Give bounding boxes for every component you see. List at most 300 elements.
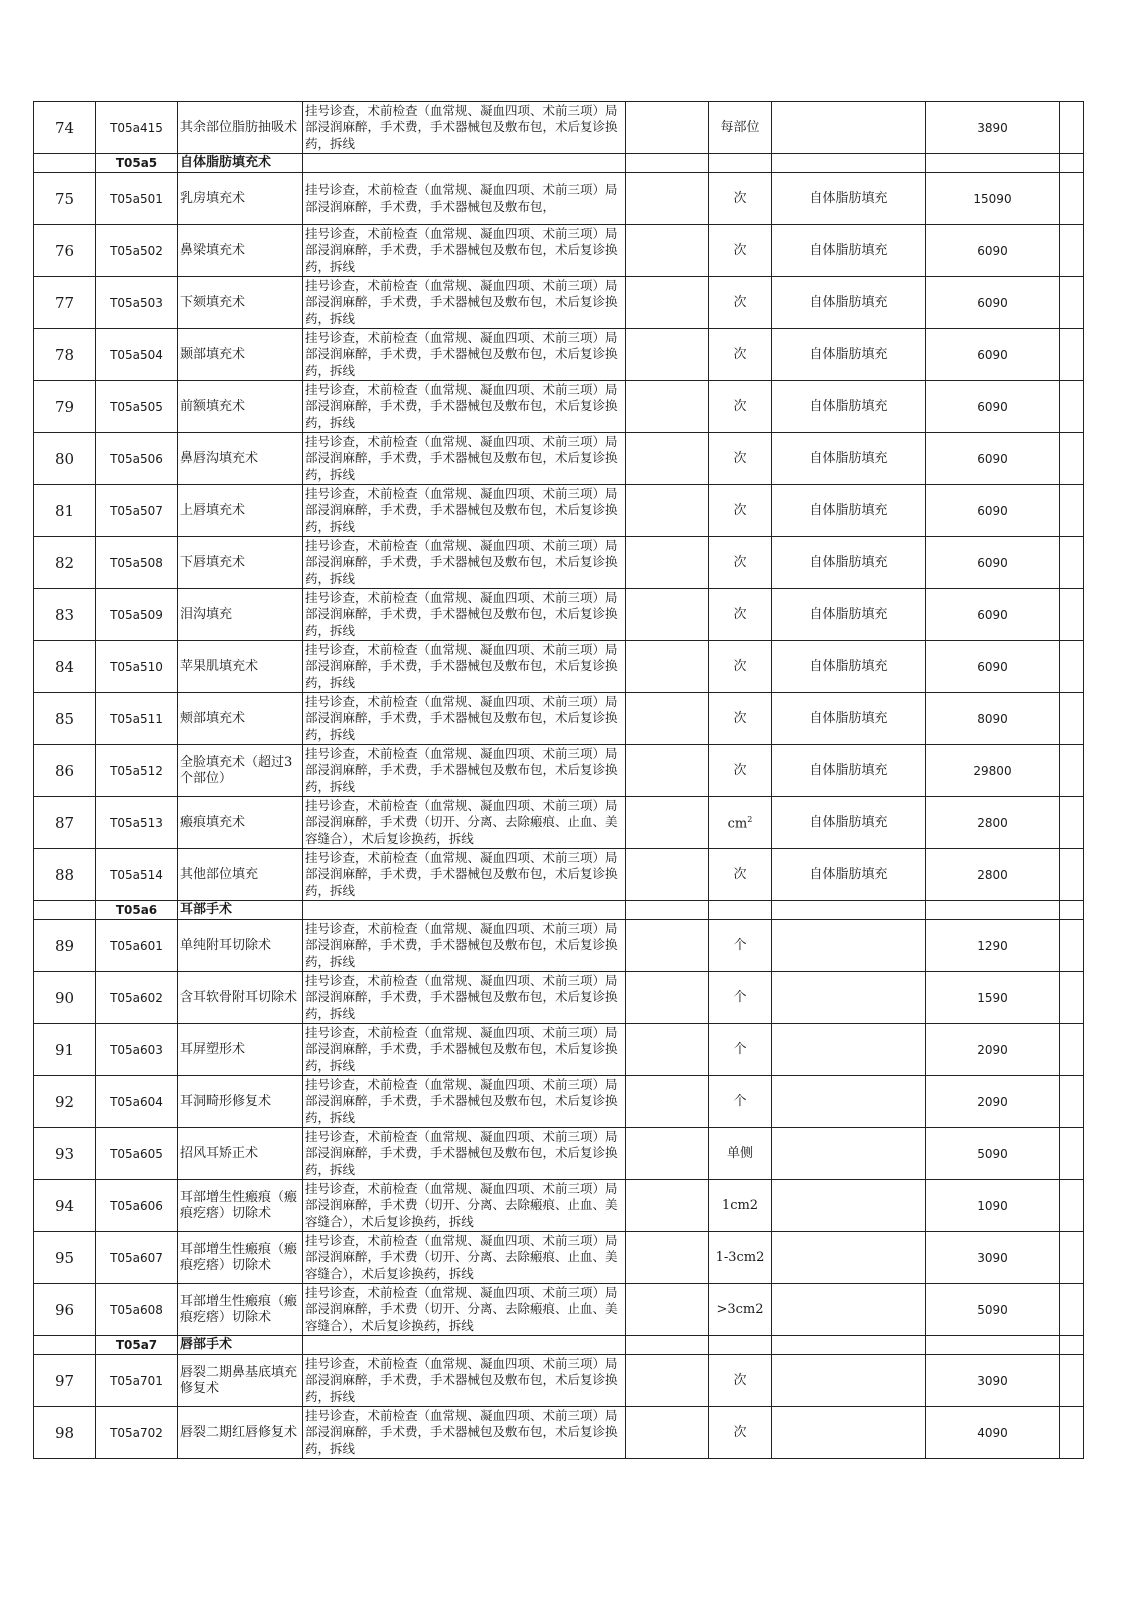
table-row <box>34 1076 1084 1128</box>
item-note: 自体脂肪填充 <box>772 173 926 225</box>
table-row <box>34 1180 1084 1232</box>
item-code: T05a602 <box>96 972 178 1024</box>
row-number: 78 <box>34 329 96 381</box>
item-unit <box>709 1076 772 1128</box>
item-name: 颞部填充术 <box>178 329 303 381</box>
blank-cell <box>1060 1180 1084 1232</box>
item-note: 自体脂肪填充 <box>772 849 926 901</box>
blank-cell <box>626 1024 709 1076</box>
blank-cell <box>1060 277 1084 329</box>
unit-text: 次 <box>733 866 747 882</box>
item-unit <box>709 589 772 641</box>
item-price: 5090 <box>926 1284 1060 1336</box>
item-note: 自体脂肪填充 <box>772 693 926 745</box>
item-unit <box>709 972 772 1024</box>
blank-cell <box>626 1128 709 1180</box>
row-number: 75 <box>34 173 96 225</box>
item-code: T05a511 <box>96 693 178 745</box>
section-content-cell <box>303 154 626 173</box>
item-note: 自体脂肪填充 <box>772 225 926 277</box>
blank-cell <box>1060 1355 1084 1407</box>
table-row <box>34 173 1084 225</box>
item-code: T05a508 <box>96 537 178 589</box>
section-blank-cell <box>926 154 1060 173</box>
row-number: 96 <box>34 1284 96 1336</box>
row-number: 86 <box>34 745 96 797</box>
item-content: 挂号诊查，术前检查（血常规、凝血四项、术前三项）局部浸润麻醉，手术费，手术器械包及敷布包，术后复诊换药，拆线 <box>303 745 626 797</box>
blank-cell <box>626 173 709 225</box>
unit-exponent: 2 <box>747 815 753 825</box>
table-row <box>34 849 1084 901</box>
item-code: T05a501 <box>96 173 178 225</box>
section-blank-cell <box>1060 901 1084 920</box>
unit-text: 单侧 <box>726 1145 753 1161</box>
item-name: 颊部填充术 <box>178 693 303 745</box>
blank-cell <box>626 745 709 797</box>
item-name: 含耳软骨附耳切除术 <box>178 972 303 1024</box>
item-content: 挂号诊查，术前检查（血常规、凝血四项、术前三项）局部浸润麻醉，手术费（切开、分离、去除瘢痕、止血、美容缝合），术后复诊换药，拆线 <box>303 1232 626 1284</box>
section-blank-cell <box>709 1336 772 1355</box>
item-price: 6090 <box>926 277 1060 329</box>
row-number: 84 <box>34 641 96 693</box>
section-number-cell <box>34 1336 96 1355</box>
item-name: 苹果肌填充术 <box>178 641 303 693</box>
item-code: T05a507 <box>96 485 178 537</box>
blank-cell <box>626 1284 709 1336</box>
section-blank-cell <box>709 154 772 173</box>
table-row <box>34 1024 1084 1076</box>
item-name: 上唇填充术 <box>178 485 303 537</box>
item-price: 5090 <box>926 1128 1060 1180</box>
item-code: T05a604 <box>96 1076 178 1128</box>
table-row <box>34 920 1084 972</box>
item-unit <box>709 1024 772 1076</box>
unit-text: 次 <box>733 658 747 674</box>
item-code: T05a514 <box>96 849 178 901</box>
item-content: 挂号诊查，术前检查（血常规、凝血四项、术前三项）局部浸润麻醉，手术费，手术器械包及敷布包，术后复诊换药，拆线 <box>303 381 626 433</box>
item-content: 挂号诊查，术前检查（血常规、凝血四项、术前三项）局部浸润麻醉，手术费，手术器械包及敷布包，术后复诊换药，拆线 <box>303 277 626 329</box>
item-name: 其余部位脂肪抽吸术 <box>178 102 303 154</box>
item-unit <box>709 1232 772 1284</box>
item-unit <box>709 381 772 433</box>
unit-text: 次 <box>733 346 747 362</box>
blank-cell <box>626 102 709 154</box>
item-name: 耳部增生性瘢痕（瘢痕疙瘩）切除术 <box>178 1180 303 1232</box>
unit-text: 次 <box>733 762 747 778</box>
item-price: 4090 <box>926 1407 1060 1459</box>
item-note <box>772 1076 926 1128</box>
item-code: T05a415 <box>96 102 178 154</box>
item-code: T05a504 <box>96 329 178 381</box>
item-name: 前额填充术 <box>178 381 303 433</box>
item-unit <box>709 277 772 329</box>
item-content: 挂号诊查，术前检查（血常规、凝血四项、术前三项）局部浸润麻醉，手术费，手术器械包及敷布包， <box>303 173 626 225</box>
blank-cell <box>626 277 709 329</box>
item-price: 6090 <box>926 485 1060 537</box>
blank-cell <box>1060 797 1084 849</box>
item-price: 3090 <box>926 1355 1060 1407</box>
unit-text: 每部位 <box>720 119 760 135</box>
unit-text: 次 <box>733 398 747 414</box>
row-number: 92 <box>34 1076 96 1128</box>
table-row <box>34 589 1084 641</box>
item-price: 6090 <box>926 433 1060 485</box>
item-code: T05a603 <box>96 1024 178 1076</box>
item-price: 2800 <box>926 849 1060 901</box>
section-row <box>34 901 1084 920</box>
unit-text: 个 <box>733 1093 747 1109</box>
item-content: 挂号诊查，术前检查（血常规、凝血四项、术前三项）局部浸润麻醉，手术费，手术器械包及敷布包，术后复诊换药，拆线 <box>303 485 626 537</box>
row-number: 90 <box>34 972 96 1024</box>
blank-cell <box>1060 589 1084 641</box>
unit-text: >3cm2 <box>716 1301 764 1317</box>
blank-cell <box>1060 1024 1084 1076</box>
section-number-cell <box>34 901 96 920</box>
item-code: T05a605 <box>96 1128 178 1180</box>
unit-text: 个 <box>733 1041 747 1057</box>
blank-cell <box>1060 173 1084 225</box>
table-row <box>34 1284 1084 1336</box>
item-name: 乳房填充术 <box>178 173 303 225</box>
blank-cell <box>626 920 709 972</box>
item-content: 挂号诊查，术前检查（血常规、凝血四项、术前三项）局部浸润麻醉，手术费，手术器械包及敷布包，术后复诊换药，拆线 <box>303 1076 626 1128</box>
item-name: 泪沟填充 <box>178 589 303 641</box>
item-note: 自体脂肪填充 <box>772 589 926 641</box>
blank-cell <box>1060 329 1084 381</box>
blank-cell <box>1060 693 1084 745</box>
row-number: 98 <box>34 1407 96 1459</box>
item-note <box>772 920 926 972</box>
item-content: 挂号诊查，术前检查（血常规、凝血四项、术前三项）局部浸润麻醉，手术费（切开、分离、去除瘢痕、止血、美容缝合），术后复诊换药，拆线 <box>303 1180 626 1232</box>
table-row <box>34 433 1084 485</box>
item-note <box>772 972 926 1024</box>
section-blank-cell <box>926 1336 1060 1355</box>
item-note <box>772 1180 926 1232</box>
row-number: 91 <box>34 1024 96 1076</box>
item-price: 6090 <box>926 537 1060 589</box>
item-price: 6090 <box>926 225 1060 277</box>
item-note: 自体脂肪填充 <box>772 537 926 589</box>
row-number: 89 <box>34 920 96 972</box>
blank-cell <box>626 1180 709 1232</box>
item-unit <box>709 1128 772 1180</box>
blank-cell <box>1060 485 1084 537</box>
unit-text: 次 <box>733 606 747 622</box>
item-note <box>772 1355 926 1407</box>
item-name: 下唇填充术 <box>178 537 303 589</box>
item-unit <box>709 1180 772 1232</box>
item-note <box>772 1128 926 1180</box>
item-code: T05a701 <box>96 1355 178 1407</box>
item-price: 1590 <box>926 972 1060 1024</box>
section-blank-cell <box>626 1336 709 1355</box>
fee-table <box>33 101 1084 1459</box>
blank-cell <box>626 1355 709 1407</box>
item-note: 自体脂肪填充 <box>772 641 926 693</box>
item-note: 自体脂肪填充 <box>772 381 926 433</box>
item-unit <box>709 102 772 154</box>
blank-cell <box>1060 641 1084 693</box>
table-row <box>34 485 1084 537</box>
blank-cell <box>1060 849 1084 901</box>
section-blank-cell <box>626 901 709 920</box>
item-content: 挂号诊查，术前检查（血常规、凝血四项、术前三项）局部浸润麻醉，手术费，手术器械包及敷布包，术后复诊换药，拆线 <box>303 329 626 381</box>
item-name: 鼻唇沟填充术 <box>178 433 303 485</box>
section-content-cell <box>303 901 626 920</box>
section-blank-cell <box>772 1336 926 1355</box>
item-price: 8090 <box>926 693 1060 745</box>
item-content: 挂号诊查，术前检查（血常规、凝血四项、术前三项）局部浸润麻醉，手术费，手术器械包及敷布包，术后复诊换药，拆线 <box>303 641 626 693</box>
item-price: 6090 <box>926 641 1060 693</box>
item-unit <box>709 485 772 537</box>
blank-cell <box>626 329 709 381</box>
item-code: T05a601 <box>96 920 178 972</box>
item-content: 挂号诊查，术前检查（血常规、凝血四项、术前三项）局部浸润麻醉，手术费，手术器械包及敷布包，术后复诊换药，拆线 <box>303 1355 626 1407</box>
item-unit <box>709 693 772 745</box>
unit-text: 1-3cm2 <box>715 1249 765 1265</box>
blank-cell <box>1060 433 1084 485</box>
item-unit <box>709 641 772 693</box>
item-code: T05a607 <box>96 1232 178 1284</box>
item-name: 耳屏塑形术 <box>178 1024 303 1076</box>
item-price: 2090 <box>926 1024 1060 1076</box>
blank-cell <box>626 693 709 745</box>
item-content: 挂号诊查，术前检查（血常规、凝血四项、术前三项）局部浸润麻醉，手术费，手术器械包及敷布包，术后复诊换药，拆线 <box>303 1024 626 1076</box>
item-note <box>772 1284 926 1336</box>
item-name: 单纯附耳切除术 <box>178 920 303 972</box>
section-blank-cell <box>772 154 926 173</box>
item-price: 15090 <box>926 173 1060 225</box>
blank-cell <box>1060 381 1084 433</box>
item-content: 挂号诊查，术前检查（血常规、凝血四项、术前三项）局部浸润麻醉，手术费，手术器械包及敷布包，术后复诊换药，拆线 <box>303 693 626 745</box>
item-code: T05a512 <box>96 745 178 797</box>
row-number: 79 <box>34 381 96 433</box>
section-title: 唇部手术 <box>178 1336 303 1355</box>
item-content: 挂号诊查，术前检查（血常规、凝血四项、术前三项）局部浸润麻醉，手术费，手术器械包及敷布包，术后复诊换药，拆线 <box>303 589 626 641</box>
item-unit <box>709 797 772 849</box>
blank-cell <box>626 1232 709 1284</box>
item-name: 瘢痕填充术 <box>178 797 303 849</box>
item-content: 挂号诊查，术前检查（血常规、凝血四项、术前三项）局部浸润麻醉，手术费，手术器械包及敷布包，术后复诊换药，拆线 <box>303 537 626 589</box>
item-name: 全脸填充术（超过3个部位） <box>178 745 303 797</box>
blank-cell <box>1060 745 1084 797</box>
blank-cell <box>1060 1128 1084 1180</box>
table-row <box>34 102 1084 154</box>
blank-cell <box>1060 1407 1084 1459</box>
section-blank-cell <box>1060 154 1084 173</box>
item-name: 耳部增生性瘢痕（瘢痕疙瘩）切除术 <box>178 1232 303 1284</box>
item-code: T05a502 <box>96 225 178 277</box>
blank-cell <box>626 485 709 537</box>
section-code: T05a7 <box>96 1336 178 1355</box>
item-code: T05a702 <box>96 1407 178 1459</box>
unit-text: 次 <box>733 450 747 466</box>
unit-text: 次 <box>733 1372 747 1388</box>
item-note <box>772 102 926 154</box>
item-content: 挂号诊查，术前检查（血常规、凝血四项、术前三项）局部浸润麻醉，手术费，手术器械包及敷布包，术后复诊换药，拆线 <box>303 225 626 277</box>
section-row <box>34 154 1084 173</box>
section-content-cell <box>303 1336 626 1355</box>
item-content: 挂号诊查，术前检查（血常规、凝血四项、术前三项）局部浸润麻醉，手术费，手术器械包及敷布包，术后复诊换药，拆线 <box>303 920 626 972</box>
blank-cell <box>626 433 709 485</box>
unit-text: 次 <box>733 294 747 310</box>
blank-cell <box>1060 1232 1084 1284</box>
item-price: 6090 <box>926 381 1060 433</box>
table-row <box>34 381 1084 433</box>
item-price: 1290 <box>926 920 1060 972</box>
item-price: 6090 <box>926 589 1060 641</box>
item-note <box>772 1407 926 1459</box>
item-unit <box>709 329 772 381</box>
blank-cell <box>626 381 709 433</box>
item-price: 2090 <box>926 1076 1060 1128</box>
row-number: 95 <box>34 1232 96 1284</box>
item-note: 自体脂肪填充 <box>772 745 926 797</box>
blank-cell <box>626 797 709 849</box>
table-row <box>34 1355 1084 1407</box>
item-name: 唇裂二期红唇修复术 <box>178 1407 303 1459</box>
unit-text: 次 <box>733 710 747 726</box>
blank-cell <box>1060 920 1084 972</box>
item-note: 自体脂肪填充 <box>772 277 926 329</box>
item-note: 自体脂肪填充 <box>772 485 926 537</box>
row-number: 74 <box>34 102 96 154</box>
item-content: 挂号诊查，术前检查（血常规、凝血四项、术前三项）局部浸润麻醉，手术费，手术器械包及敷布包，术后复诊换药，拆线 <box>303 433 626 485</box>
table-row <box>34 537 1084 589</box>
blank-cell <box>1060 972 1084 1024</box>
table-row <box>34 1232 1084 1284</box>
table-row <box>34 1128 1084 1180</box>
blank-cell <box>1060 537 1084 589</box>
unit-text: cm <box>727 816 748 832</box>
item-price: 3890 <box>926 102 1060 154</box>
row-number: 97 <box>34 1355 96 1407</box>
blank-cell <box>1060 1284 1084 1336</box>
item-price: 6090 <box>926 329 1060 381</box>
unit-text: 次 <box>733 242 747 258</box>
blank-cell <box>1060 1076 1084 1128</box>
item-unit <box>709 1407 772 1459</box>
item-price: 3090 <box>926 1232 1060 1284</box>
row-number: 94 <box>34 1180 96 1232</box>
table-row <box>34 972 1084 1024</box>
item-price: 1090 <box>926 1180 1060 1232</box>
section-blank-cell <box>1060 1336 1084 1355</box>
section-title: 耳部手术 <box>178 901 303 920</box>
item-unit <box>709 1355 772 1407</box>
item-name: 招风耳矫正术 <box>178 1128 303 1180</box>
section-row <box>34 1336 1084 1355</box>
row-number: 76 <box>34 225 96 277</box>
item-name: 鼻梁填充术 <box>178 225 303 277</box>
item-content: 挂号诊查，术前检查（血常规、凝血四项、术前三项）局部浸润麻醉，手术费，手术器械包及敷布包，术后复诊换药，拆线 <box>303 849 626 901</box>
blank-cell <box>626 1076 709 1128</box>
row-number: 82 <box>34 537 96 589</box>
section-code: T05a5 <box>96 154 178 173</box>
item-price: 2800 <box>926 797 1060 849</box>
unit-text: 个 <box>733 937 747 953</box>
section-blank-cell <box>626 154 709 173</box>
item-name: 唇裂二期鼻基底填充修复术 <box>178 1355 303 1407</box>
item-code: T05a513 <box>96 797 178 849</box>
row-number: 87 <box>34 797 96 849</box>
table-row <box>34 225 1084 277</box>
blank-cell <box>626 537 709 589</box>
table-row <box>34 329 1084 381</box>
section-blank-cell <box>926 901 1060 920</box>
item-content: 挂号诊查，术前检查（血常规、凝血四项、术前三项）局部浸润麻醉，手术费，手术器械包及敷布包，术后复诊换药，拆线 <box>303 102 626 154</box>
item-code: T05a505 <box>96 381 178 433</box>
item-unit <box>709 173 772 225</box>
item-content: 挂号诊查，术前检查（血常规、凝血四项、术前三项）局部浸润麻醉，手术费（切开、分离、去除瘢痕、止血、美容缝合），术后复诊换药，拆线 <box>303 1284 626 1336</box>
item-unit <box>709 433 772 485</box>
table-row <box>34 641 1084 693</box>
row-number: 85 <box>34 693 96 745</box>
row-number: 83 <box>34 589 96 641</box>
blank-cell <box>626 1407 709 1459</box>
item-price: 29800 <box>926 745 1060 797</box>
row-number: 77 <box>34 277 96 329</box>
unit-text: 次 <box>733 502 747 518</box>
unit-text: 次 <box>733 190 747 206</box>
item-content: 挂号诊查，术前检查（血常规、凝血四项、术前三项）局部浸润麻醉，手术费，手术器械包及敷布包，术后复诊换药，拆线 <box>303 1128 626 1180</box>
unit-text: 1cm2 <box>721 1197 759 1213</box>
item-code: T05a509 <box>96 589 178 641</box>
table-row <box>34 797 1084 849</box>
item-note: 自体脂肪填充 <box>772 433 926 485</box>
item-content: 挂号诊查，术前检查（血常规、凝血四项、术前三项）局部浸润麻醉，手术费，手术器械包及敷布包，术后复诊换药，拆线 <box>303 972 626 1024</box>
section-code: T05a6 <box>96 901 178 920</box>
item-note <box>772 1024 926 1076</box>
item-note <box>772 1232 926 1284</box>
table-row <box>34 693 1084 745</box>
table-row <box>34 1407 1084 1459</box>
item-code: T05a606 <box>96 1180 178 1232</box>
section-title: 自体脂肪填充术 <box>178 154 303 173</box>
item-name: 其他部位填充 <box>178 849 303 901</box>
section-number-cell <box>34 154 96 173</box>
item-unit <box>709 537 772 589</box>
item-unit <box>709 745 772 797</box>
blank-cell <box>626 849 709 901</box>
table-row <box>34 277 1084 329</box>
item-note: 自体脂肪填充 <box>772 329 926 381</box>
unit-text: 次 <box>733 554 747 570</box>
blank-cell <box>626 972 709 1024</box>
row-number: 81 <box>34 485 96 537</box>
item-content: 挂号诊查，术前检查（血常规、凝血四项、术前三项）局部浸润麻醉，手术费（切开、分离、去除瘢痕、止血、美容缝合），术后复诊换药，拆线 <box>303 797 626 849</box>
blank-cell <box>626 641 709 693</box>
item-content: 挂号诊查，术前检查（血常规、凝血四项、术前三项）局部浸润麻醉，手术费，手术器械包及敷布包，术后复诊换药，拆线 <box>303 1407 626 1459</box>
blank-cell <box>1060 102 1084 154</box>
item-code: T05a608 <box>96 1284 178 1336</box>
row-number: 93 <box>34 1128 96 1180</box>
item-unit <box>709 920 772 972</box>
item-name: 耳洞畸形修复术 <box>178 1076 303 1128</box>
table-row <box>34 745 1084 797</box>
row-number: 80 <box>34 433 96 485</box>
item-name: 下颏填充术 <box>178 277 303 329</box>
section-blank-cell <box>772 901 926 920</box>
blank-cell <box>1060 225 1084 277</box>
item-code: T05a510 <box>96 641 178 693</box>
item-unit <box>709 849 772 901</box>
item-unit <box>709 225 772 277</box>
blank-cell <box>626 225 709 277</box>
blank-cell <box>626 589 709 641</box>
item-note: 自体脂肪填充 <box>772 797 926 849</box>
unit-text: 次 <box>733 1424 747 1440</box>
